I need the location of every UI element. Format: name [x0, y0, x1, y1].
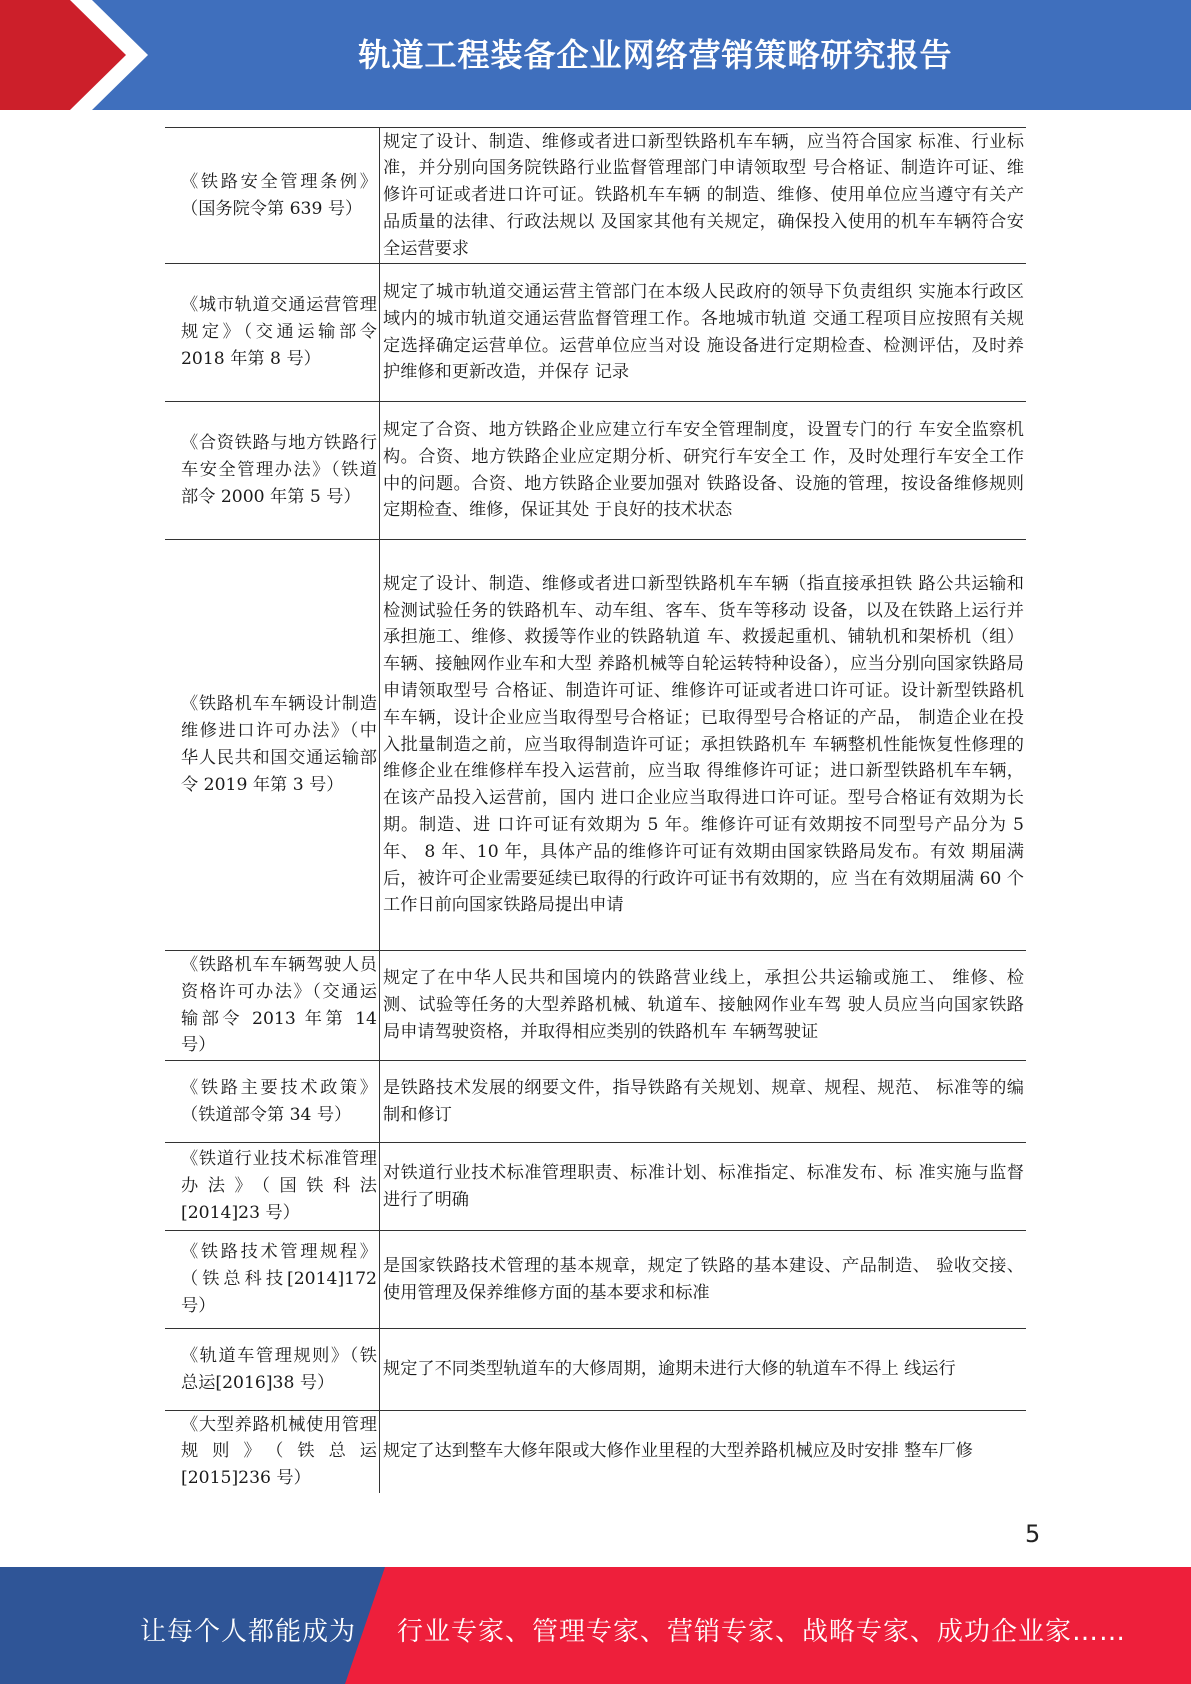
table-row: [165, 1061, 1026, 1143]
regulation-content: 规定了在中华人民共和国境内的铁路营业线上，承担公共运输或施工、 维修、检测、试验等任务的大型养路机械、轨道车、接触网作业车驾 驶人员应当向国家铁路局申请驾驶资格，并取得相应类别的铁路机车 车辆驾驶证: [383, 968, 1024, 1042]
regulation-name: 《铁路主要技术政策》（铁道部令第 34 号）: [165, 1061, 380, 1143]
regulation-content: 规定了设计、制造、维修或者进口新型铁路机车车辆（指直接承担铁 路公共运输和检测试验任务的铁路机车、动车组、客车、货车等移动 设备，以及在铁路上运行并承担施工、维修、救援等作业的铁路轨道 车、救援起重机、铺轨机和架桥机（组）车辆、接触网作业车和大型 养路机械等自轮运转特种设备），应当分别向国家铁路局申请领取型号 合格证、制造许可证、维修许可证或者进口许可证。设计新型铁路机 车车辆，设计企业应当取得型号合格证；已取得型号合格证的产品， 制造企业在投入批量制造之前，应当取得制造许可证；承担铁路机车 车辆整机性能恢复性修理的维修企业在维修样车投入运营前，应当取 得维修许可证；进口新型铁路机车车辆，在该产品投入运营前，国内 进口企业应当取得进口许可证。型号合格证有效期为长期。制造、进 口许可证有效期为 5 年。维修许可证有效期按不同型号产品分为 5 年、 8 年、10 年，具体产品的维修许可证有效期由国家铁路局发布。有效 期届满后，被许可企业需要延续已取得的行政许可证书有效期的，应 当在有效期届满 60 个工作日前向国家铁路局提出申请: [383, 573, 1024, 916]
table-row: [165, 1231, 1026, 1329]
table-row: [165, 128, 1026, 264]
footer-slogan-left: 让每个人都能成为: [140, 1617, 357, 1647]
regulation-name: 《铁道行业技术标准管理办法》（国铁科法[2014]23 号）: [165, 1143, 380, 1231]
regulation-content: 规定了不同类型轨道车的大修周期，逾期未进行大修的轨道车不得上 线运行: [383, 1359, 956, 1380]
table-row: [165, 1411, 1026, 1493]
table-row: [165, 264, 1026, 402]
regulation-name: 《合资铁路与地方铁路行车安全管理办法》（铁道部令 2000 年第 5 号）: [165, 402, 380, 540]
page-header: [0, 0, 1191, 110]
regulation-content: 规定了城市轨道交通运营主管部门在本级人民政府的领导下负责组织 实施本行政区域内的城市轨道交通运营监督管理工作。各地城市轨道 交通工程项目应按照有关规定选择确定运营单位。运营单位应当对设 施设备进行定期检查、检测评估，及时养护维修和更新改造，并保存 记录: [383, 281, 1024, 383]
regulation-name: 《轨道车管理规则》（铁总运[2016]38 号）: [165, 1329, 380, 1411]
regulation-content: 是国家铁路技术管理的基本规章，规定了铁路的基本建设、产品制造、 验收交接、使用管理及保养维修方面的基本要求和标准: [383, 1255, 1024, 1303]
regulation-content: 规定了达到整车大修年限或大修作业里程的大型养路机械应及时安排 整车厂修: [383, 1441, 973, 1462]
report-title: 轨道工程装备企业网络营销策略研究报告: [358, 36, 953, 74]
regulation-name: 《铁路机车车辆设计制造维修进口许可办法》（中华人民共和国交通运输部令 2019 年第 3 号）: [165, 540, 380, 951]
table-row: [165, 951, 1026, 1061]
regulations-table: [165, 127, 1026, 1493]
regulation-name: 《城市轨道交通运营管理规定》（交通运输部令 2018 年第 8 号）: [165, 264, 380, 402]
table-row: [165, 402, 1026, 540]
table-row: [165, 1329, 1026, 1411]
regulation-content: 是铁路技术发展的纲要文件，指导铁路有关规划、规章、规程、规范、 标准等的编制和修订: [383, 1077, 1024, 1125]
page-footer: [0, 1567, 1191, 1684]
regulation-name: 《铁路技术管理规程》（铁总科技[2014]172 号）: [165, 1231, 380, 1329]
footer-slogan-right: 行业专家、管理专家、营销专家、战略专家、成功企业家……: [397, 1617, 1127, 1647]
regulation-content: 对铁道行业技术标准管理职责、标准计划、标准指定、标准发布、标 准实施与监督进行了明确: [383, 1162, 1024, 1210]
regulation-name: 《铁路机车车辆驾驶人员资格许可办法》（交通运输部令 2013 年第 14 号）: [165, 951, 380, 1061]
table-row: [165, 1143, 1026, 1231]
regulation-name: 《铁路安全管理条例》（国务院令第 639 号）: [165, 128, 380, 264]
regulation-name: 《大型养路机械使用管理规则》（铁总运[2015]236 号）: [165, 1411, 380, 1493]
regulation-content: 规定了设计、制造、维修或者进口新型铁路机车车辆，应当符合国家 标准、行业标准，并分别向国务院铁路行业监督管理部门申请领取型 号合格证、制造许可证、维修许可证或者进口许可证。铁路机车车辆 的制造、维修、使用单位应当遵守有关产品质量的法律、行政法规以 及国家其他有关规定，确保投入使用的机车车辆符合安全运营要求: [383, 131, 1024, 259]
page-number: 5: [1025, 1520, 1041, 1548]
table-row: [165, 540, 1026, 951]
regulation-content: 规定了合资、地方铁路企业应建立行车安全管理制度，设置专门的行 车安全监察机构。合资、地方铁路企业应定期分析、研究行车安全工 作，及时处理行车安全工作中的问题。合资、地方铁路企业要加强对 铁路设备、设施的管理，按设备维修规则定期检查、维修，保证其处 于良好的技术状态: [383, 419, 1024, 521]
